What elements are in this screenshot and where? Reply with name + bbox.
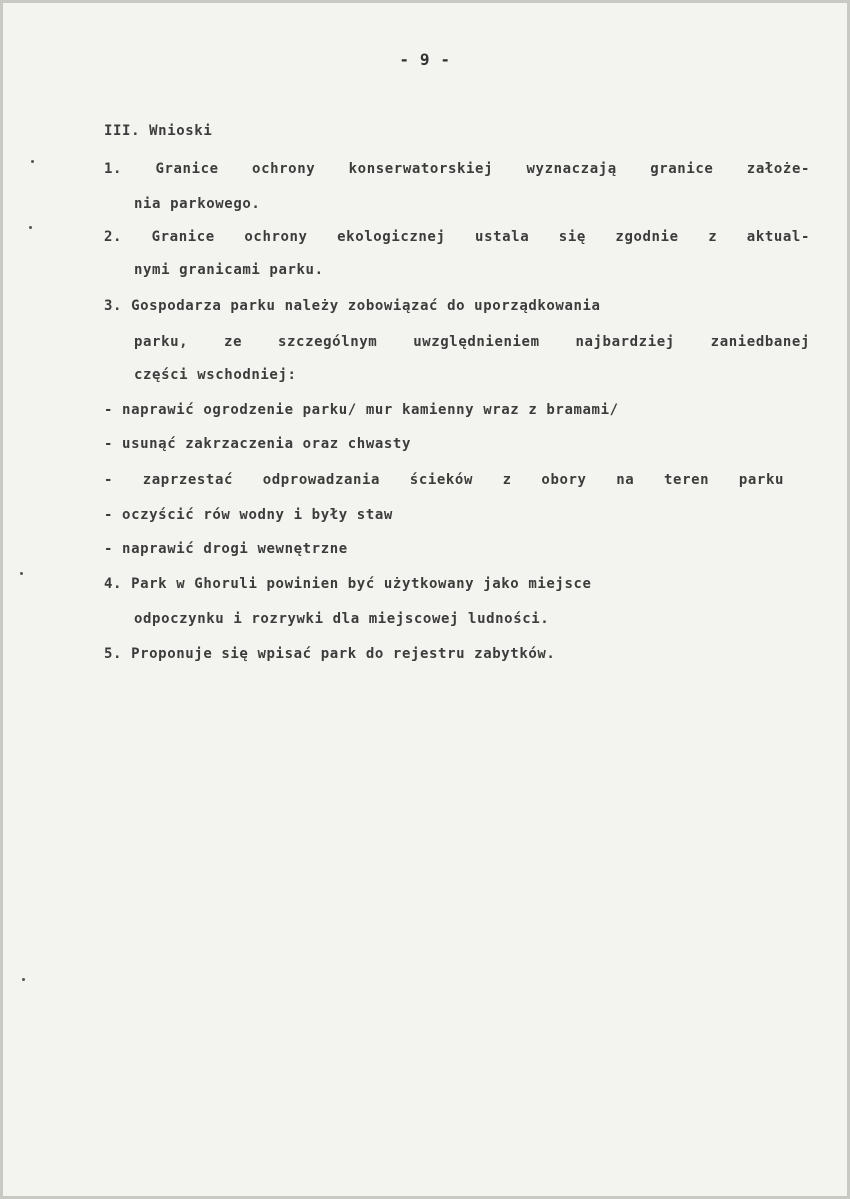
margin-dot [22,978,25,981]
item-1-line-2: nia parkowego. [134,196,261,212]
item-2-line-2: nymi granicami parku. [134,262,324,278]
task-item: - naprawić ogrodzenie parku/ mur kamienny wraz z bramami/ [104,402,619,418]
item-2-line-1: 2. Granice ochrony ekologicznej ustala się zgodnie z aktual- [104,229,810,245]
item-3-line-1: 3. Gospodarza parku należy zobowiązać do uporządkowania [104,298,601,314]
task-item: - naprawić drogi wewnętrzne [104,541,348,557]
margin-dot [20,572,23,575]
section-heading: III. Wnioski [104,123,213,139]
margin-dot [29,226,32,229]
page-number: - 9 - [399,50,451,69]
task-item: - usunąć zakrzaczenia oraz chwasty [104,436,411,452]
item-3-line-2: parku, ze szczególnym uwzględnieniem najbardziej zaniedbanej [134,334,810,350]
item-5-line-1: 5. Proponuje się wpisać park do rejestru zabytków. [104,646,556,662]
item-1-line-1: 1. Granice ochrony konserwatorskiej wyznaczają granice założe- [104,161,810,177]
task-item: - zaprzestać odprowadzania ścieków z obory na teren parku [104,472,784,488]
item-4-line-1: 4. Park w Ghoruli powinien być użytkowany jako miejsce [104,576,592,592]
task-item: - oczyścić rów wodny i były staw [104,507,393,523]
item-4-line-2: odpoczynku i rozrywki dla miejscowej ludności. [134,611,550,627]
item-3-line-3: części wschodniej: [134,367,297,383]
margin-dot [31,160,34,163]
